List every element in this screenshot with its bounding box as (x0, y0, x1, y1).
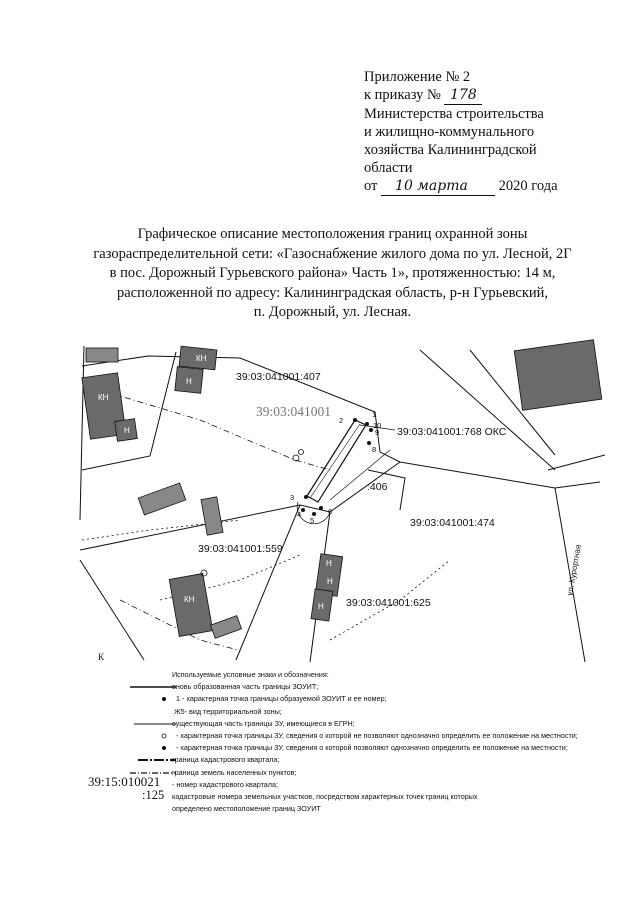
quarter-label: 39:03:041001 (256, 404, 332, 419)
building (210, 616, 241, 639)
sample-parcel-number: :125 (142, 787, 165, 802)
parcel-boundary (80, 560, 144, 660)
point-number: 3 (290, 493, 295, 502)
street-edge (555, 482, 600, 488)
building-label: Н (327, 577, 333, 586)
legend-row: существующая часть границы ЗУ, имеющиеся в ЕГРН; (86, 718, 626, 730)
zone-point (365, 422, 369, 426)
title-line: расположенной по адресу: Калининградская область, р-н Гурьевский, (116, 284, 549, 301)
point-number: 5 (310, 516, 315, 525)
ministry-line-2: и жилищно-коммунального (364, 124, 535, 140)
street-edge (548, 455, 605, 470)
new-zone-line-symbol (130, 681, 176, 693)
order-number-handwritten: 178 (444, 86, 482, 105)
point-number: 1 (372, 410, 377, 419)
point-number: 6 (328, 507, 333, 516)
parcel-label-406: :406 (367, 481, 388, 493)
legend-title: Используемые условные знаки и обозначения: (172, 670, 329, 679)
title-line: п. Дорожный, ул. Лесная. (253, 304, 412, 320)
zone-point (353, 418, 357, 422)
point-number: 2 (339, 416, 344, 425)
parcel-label-474: 39:03:041001:474 (410, 517, 495, 529)
title-line: Графическое описание местоположения границ охранной зоны (137, 226, 528, 242)
point-number: 9 (375, 428, 380, 437)
parcel-point (299, 450, 304, 455)
sample-quarter-number: 39:15:010021 (88, 773, 161, 789)
date-line: от 10 марта 2020 года (364, 178, 558, 194)
ministry-line-4: области (364, 160, 413, 176)
parcel-label-768: 39:03:041001:768 ОКС (397, 426, 507, 438)
legend-row: :125 кадастровые номера земельных участков, посредством характерных точек границ которых (142, 787, 478, 802)
parcel-label-407: 39:03:041001:407 (236, 371, 321, 383)
existing-boundary-symbol (130, 718, 176, 730)
open-point-symbol (130, 730, 176, 742)
building (201, 497, 223, 535)
legend-row: 39:15:010021 - номер кадастрового квартала; (88, 773, 278, 789)
corner-mark: К (98, 652, 105, 662)
building (86, 348, 118, 362)
building (169, 573, 213, 636)
order-line: к приказу № 178 (364, 86, 624, 105)
parcel-boundary (380, 452, 400, 462)
parcel-label-559: 39:03:041001:559 (198, 543, 283, 555)
legend-row: 1 - характерная точка границы образуемой ЗОУИТ и ее номер; (86, 693, 626, 705)
legend-row: Ж5- вид территориальной зоны; (174, 706, 282, 716)
building-label: Н (326, 559, 332, 568)
quarter-boundary-symbol (130, 754, 176, 766)
legend (86, 669, 626, 815)
zone-strip (310, 424, 360, 498)
street-label: ул. Курортная (565, 544, 583, 597)
point-number: 4 (297, 510, 302, 519)
parcel-boundary (236, 505, 300, 660)
building (138, 483, 186, 515)
point-number: 8 (372, 445, 377, 454)
ministry-line-1: Министерства строительства (364, 106, 544, 122)
date-handwritten: 10 марта (381, 177, 495, 196)
building (514, 340, 602, 411)
legend-row: - характерная точка границы ЗУ, сведения о которой не позволяют однозначно определить ее положение на местности; (86, 730, 626, 742)
parcel-boundary (80, 346, 84, 520)
zone-point (319, 506, 323, 510)
appendix-label: Приложение № 2 (364, 69, 471, 85)
legend-row: - характерная точка границы ЗУ, сведения о которой позволяют однозначно определить ее положение на местности; (86, 742, 626, 754)
building-label: Н (318, 602, 324, 611)
ministry-line-3: хозяйства Калининградской (364, 142, 537, 158)
point-number: 10 (373, 421, 382, 430)
zone-point (367, 441, 371, 445)
legend-row: вновь образованная часть границы ЗОУИТ; (86, 681, 626, 693)
filled-point-symbol (130, 742, 176, 754)
zone-point (304, 495, 308, 499)
building-label: Н (124, 426, 130, 435)
building-label: КН (184, 595, 195, 604)
building-label: Н (186, 377, 192, 386)
zone-point-symbol (130, 693, 176, 705)
legend-row: граница кадастрового квартала; (86, 754, 626, 766)
title-line: в пос. Дорожный Гурьевского района» Часть 1», протяженностью: 14 м, (109, 265, 556, 281)
building-label: КН (196, 354, 207, 363)
building-label: КН (98, 393, 109, 402)
parcel-label-625: 39:03:041001:625 (346, 597, 431, 609)
zone-point (301, 508, 305, 512)
title-line: газораспределительной сети: «Газоснабжение жилого дома по ул. Лесной, 2Г (93, 245, 572, 262)
legend-title-row (86, 669, 626, 681)
parcel-point (201, 570, 207, 576)
legend-row: определено местоположение границ ЗОУИТ (172, 804, 321, 814)
legend-row: граница земель населенных пунктов; (86, 767, 626, 779)
